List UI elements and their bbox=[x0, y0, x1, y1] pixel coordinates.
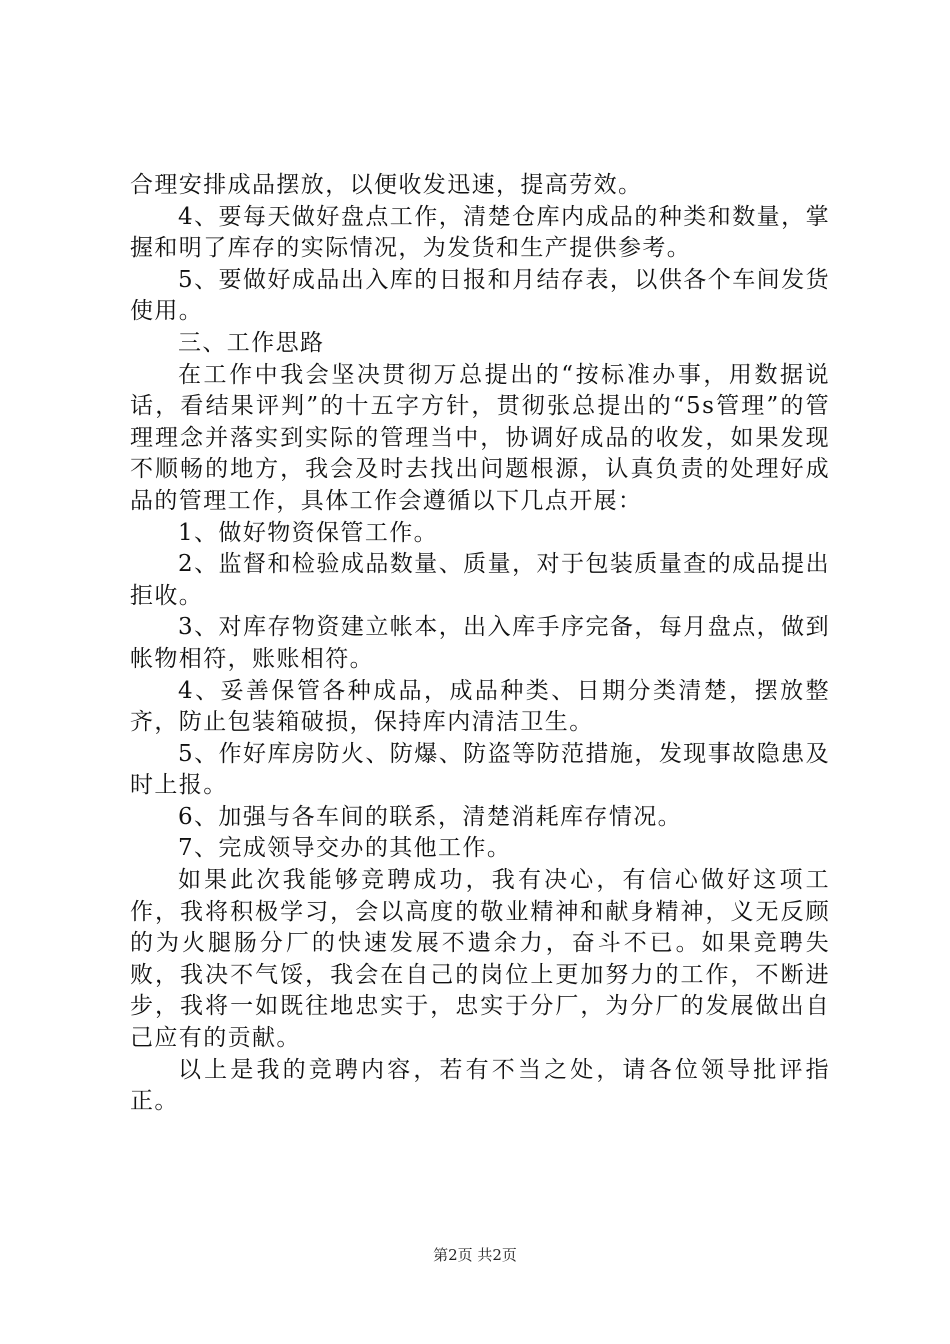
section-heading: 三、工作思路 bbox=[178, 329, 325, 356]
paragraph-2: 4、要每天做好盘点工作，清楚仓库内成品的种类和数量，掌握和明了库存的实际情况，为发货和生产提供参考。 bbox=[130, 203, 830, 262]
paragraph-1: 合理安排成品摆放，以便收发迅速，提高劳效。 bbox=[130, 172, 643, 198]
document-body bbox=[130, 170, 830, 1118]
list-item-6: 6、加强与各车间的联系，清楚消耗库存情况。 bbox=[178, 803, 683, 830]
list-item-3: 3、对库存物资建立帐本，出入库手序完备，每月盘点，做到帐物相符，账账相符。 bbox=[130, 614, 830, 672]
paragraph-3: 5、要做好成品出入库的日报和月结存表，以供各个车间发货使用。 bbox=[130, 266, 830, 325]
final-paragraph: 以上是我的竞聘内容，若有不当之处，请各位领导批评指正。 bbox=[130, 1056, 830, 1115]
list-item-5: 5、作好库房防火、防爆、防盗等防范措施，发现事故隐患及时上报。 bbox=[130, 740, 830, 799]
closing-paragraph: 如果此次我能够竞聘成功，我有决心，有信心做好这项工作，我将积极学习，会以高度的敬业精神和献身精神，义无反顾的为火腿肠分厂的快速发展不遗余力，奋斗不已。如果竞聘失败，我决不气馁，我会在自己的岗位上更加努力的工作，不断进步，我将一如既往地忠实于，忠实于分厂，为分厂的发展做出自己应有的贡献。 bbox=[130, 867, 830, 1052]
list-item-7: 7、完成领导交办的其他工作。 bbox=[178, 835, 512, 862]
page-number: 第2页 共2页 bbox=[433, 1246, 517, 1264]
paragraph-5: 在工作中我会坚决贯彻万总提出的“按标准办事，用数据说话，看结果评判”的十五字方针，贯彻张总提出的“5s管理”的管理理念并落实到实际的管理当中，协调好成品的收发，如果发现不顺畅的地方，我会及时去找出问题根源，认真负责的处理好成品的管理工作，具体工作会遵循以下几点开展： bbox=[130, 361, 830, 514]
list-item-2: 2、监督和检验成品数量、质量，对于包装质量查的成品提出拒收。 bbox=[130, 551, 830, 609]
list-item-1: 1、做好物资保管工作。 bbox=[178, 519, 439, 546]
list-item-4: 4、妥善保管各种成品，成品种类、日期分类清楚，摆放整齐，防止包装箱破损，保持库内清洁卫生。 bbox=[130, 677, 830, 736]
